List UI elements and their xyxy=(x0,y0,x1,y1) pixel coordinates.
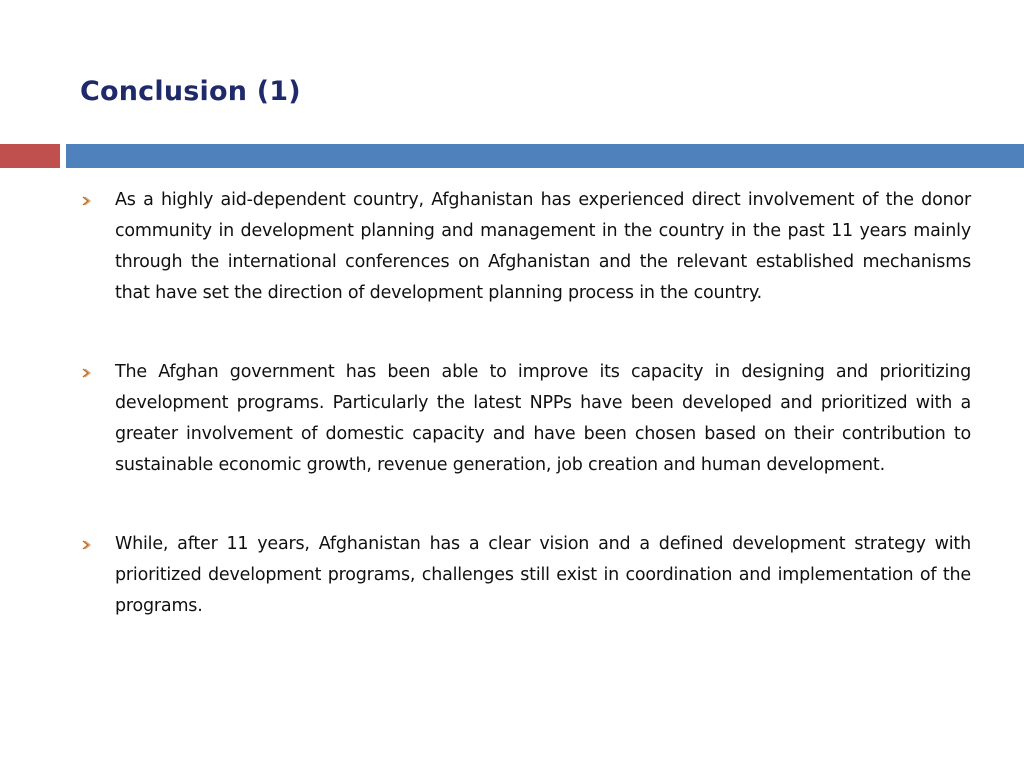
bullet-text: The Afghan government has been able to improve its capacity in designing and prioritizing development programs. Particularly the latest NPPs have been developed and prioritized with a greater involvement of domestic capacity and have been chosen based on their contribution to sustainable economic growth, revenue generation, job creation and human development. xyxy=(115,362,971,475)
title-divider-accent xyxy=(0,144,60,168)
bullet-item xyxy=(80,357,971,481)
bullet-item xyxy=(80,185,971,309)
title-divider-bar xyxy=(66,144,1024,168)
slide-title: Conclusion (1) xyxy=(80,76,301,107)
bullet-text: While, after 11 years, Afghanistan has a clear vision and a defined development strategy with prioritized development programs, challenges still exist in coordination and implementation of the programs. xyxy=(115,534,971,616)
bullet-text: As a highly aid-dependent country, Afghanistan has experienced direct involvement of the donor community in development planning and management in the country in the past 11 years mainly through the international conferences on Afghanistan and the relevant established mechanisms that have set the direction of development planning process in the country. xyxy=(115,190,971,303)
chevron-right-icon xyxy=(80,367,92,379)
bullet-list xyxy=(80,185,971,622)
chevron-right-icon xyxy=(80,195,92,207)
bullet-item xyxy=(80,529,971,622)
chevron-right-icon xyxy=(80,539,92,551)
